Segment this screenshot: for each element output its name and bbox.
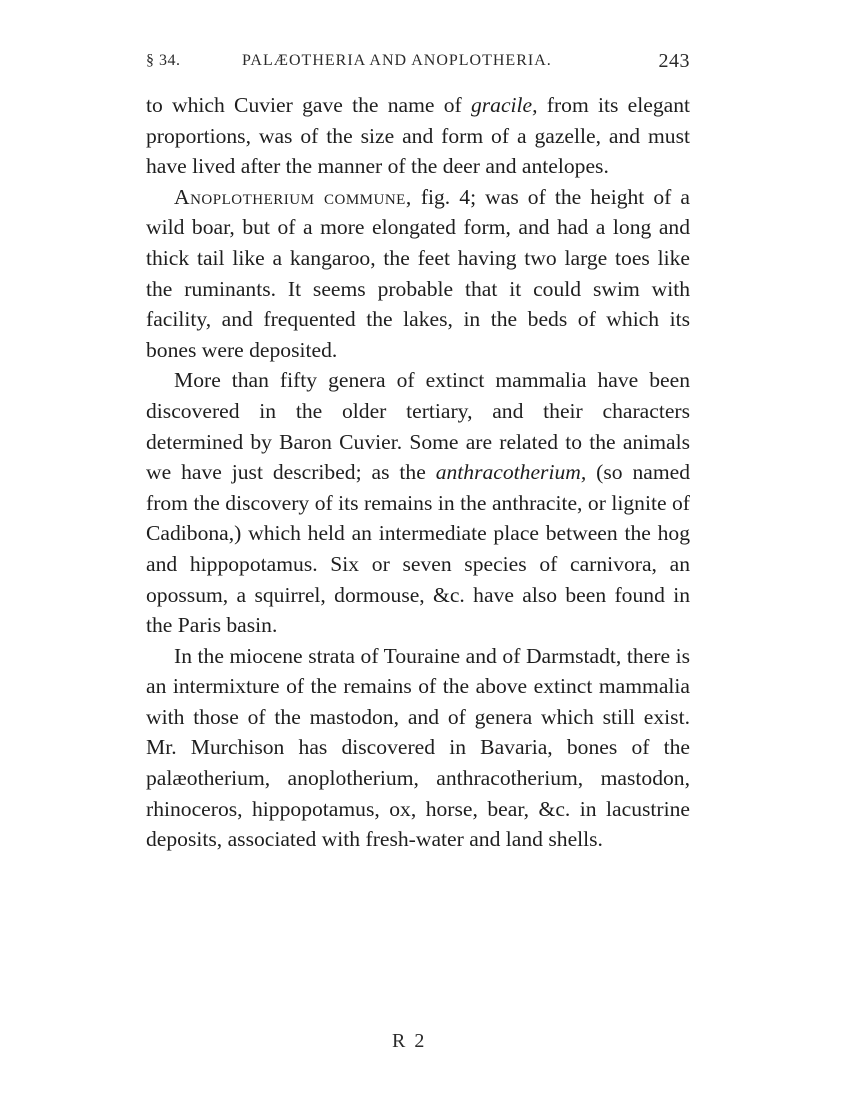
paragraph-2-text: fig. 4; was of the height of a wild boar, but of a more elongated form, and had a long and thick tail like a kangaroo, the feet having two large toes like the ruminants. It seems probable that it could swim with facility, and frequented the lakes, in the beds of which its bones were deposited. — [146, 184, 691, 362]
paragraph-1-text-b: from its elegant proportions, was of the size and form of a gazelle, and must have lived after the manner of the deer and antelopes. — [146, 93, 690, 179]
paragraph-3 — [146, 365, 690, 640]
signature-mark: R 2 — [392, 1030, 427, 1052]
paragraph-1-text-a: to which Cuvier gave the name of — [146, 93, 471, 117]
paragraph-3-text-b: (so named from the discovery of its remains in the anthracite, or lignite of Cadibona,) which held an intermediate place between the hog and hippopotamus. Six or seven species of carnivora, an opossum, a squirrel, dormouse, &c. have also been found in the Paris basin. — [146, 460, 690, 638]
paragraph-3-italic: anthracotherium, — [435, 460, 587, 485]
running-header — [146, 48, 690, 78]
paragraph-3-text-a: More than fifty genera of extinct mammalia have been discovered in the older tertiary, and their characters determined by Baron Cuvier. Some are related to the animals we have just described; as the — [146, 368, 690, 485]
book-page — [146, 48, 690, 855]
paragraph-4 — [146, 641, 690, 855]
paragraph-1-italic: gracile, — [470, 93, 538, 117]
page-number: 243 — [658, 50, 690, 72]
body-text — [146, 90, 690, 855]
paragraph-2 — [146, 182, 690, 366]
section-number: § 34. — [146, 52, 181, 69]
paragraph-4-text: In the miocene strata of Touraine and of Darmstadt, there is an intermixture of the remains of the above extinct mammalia with those of the mastodon, and of genera which still exist. Mr. Murchison has discovered in Bavaria, bones of the palæotherium, anoplotherium, anthracotherium, mastodon, rhinoceros, hippopotamus, ox, horse, bear, &c. in lacustrine deposits, associated with fresh-water and land shells. — [146, 643, 690, 852]
paragraph-1 — [146, 90, 690, 182]
running-title: PALÆOTHERIA AND ANOPLOTHERIA. — [242, 52, 552, 69]
species-name: Anoplotherium commune, — [174, 184, 412, 209]
